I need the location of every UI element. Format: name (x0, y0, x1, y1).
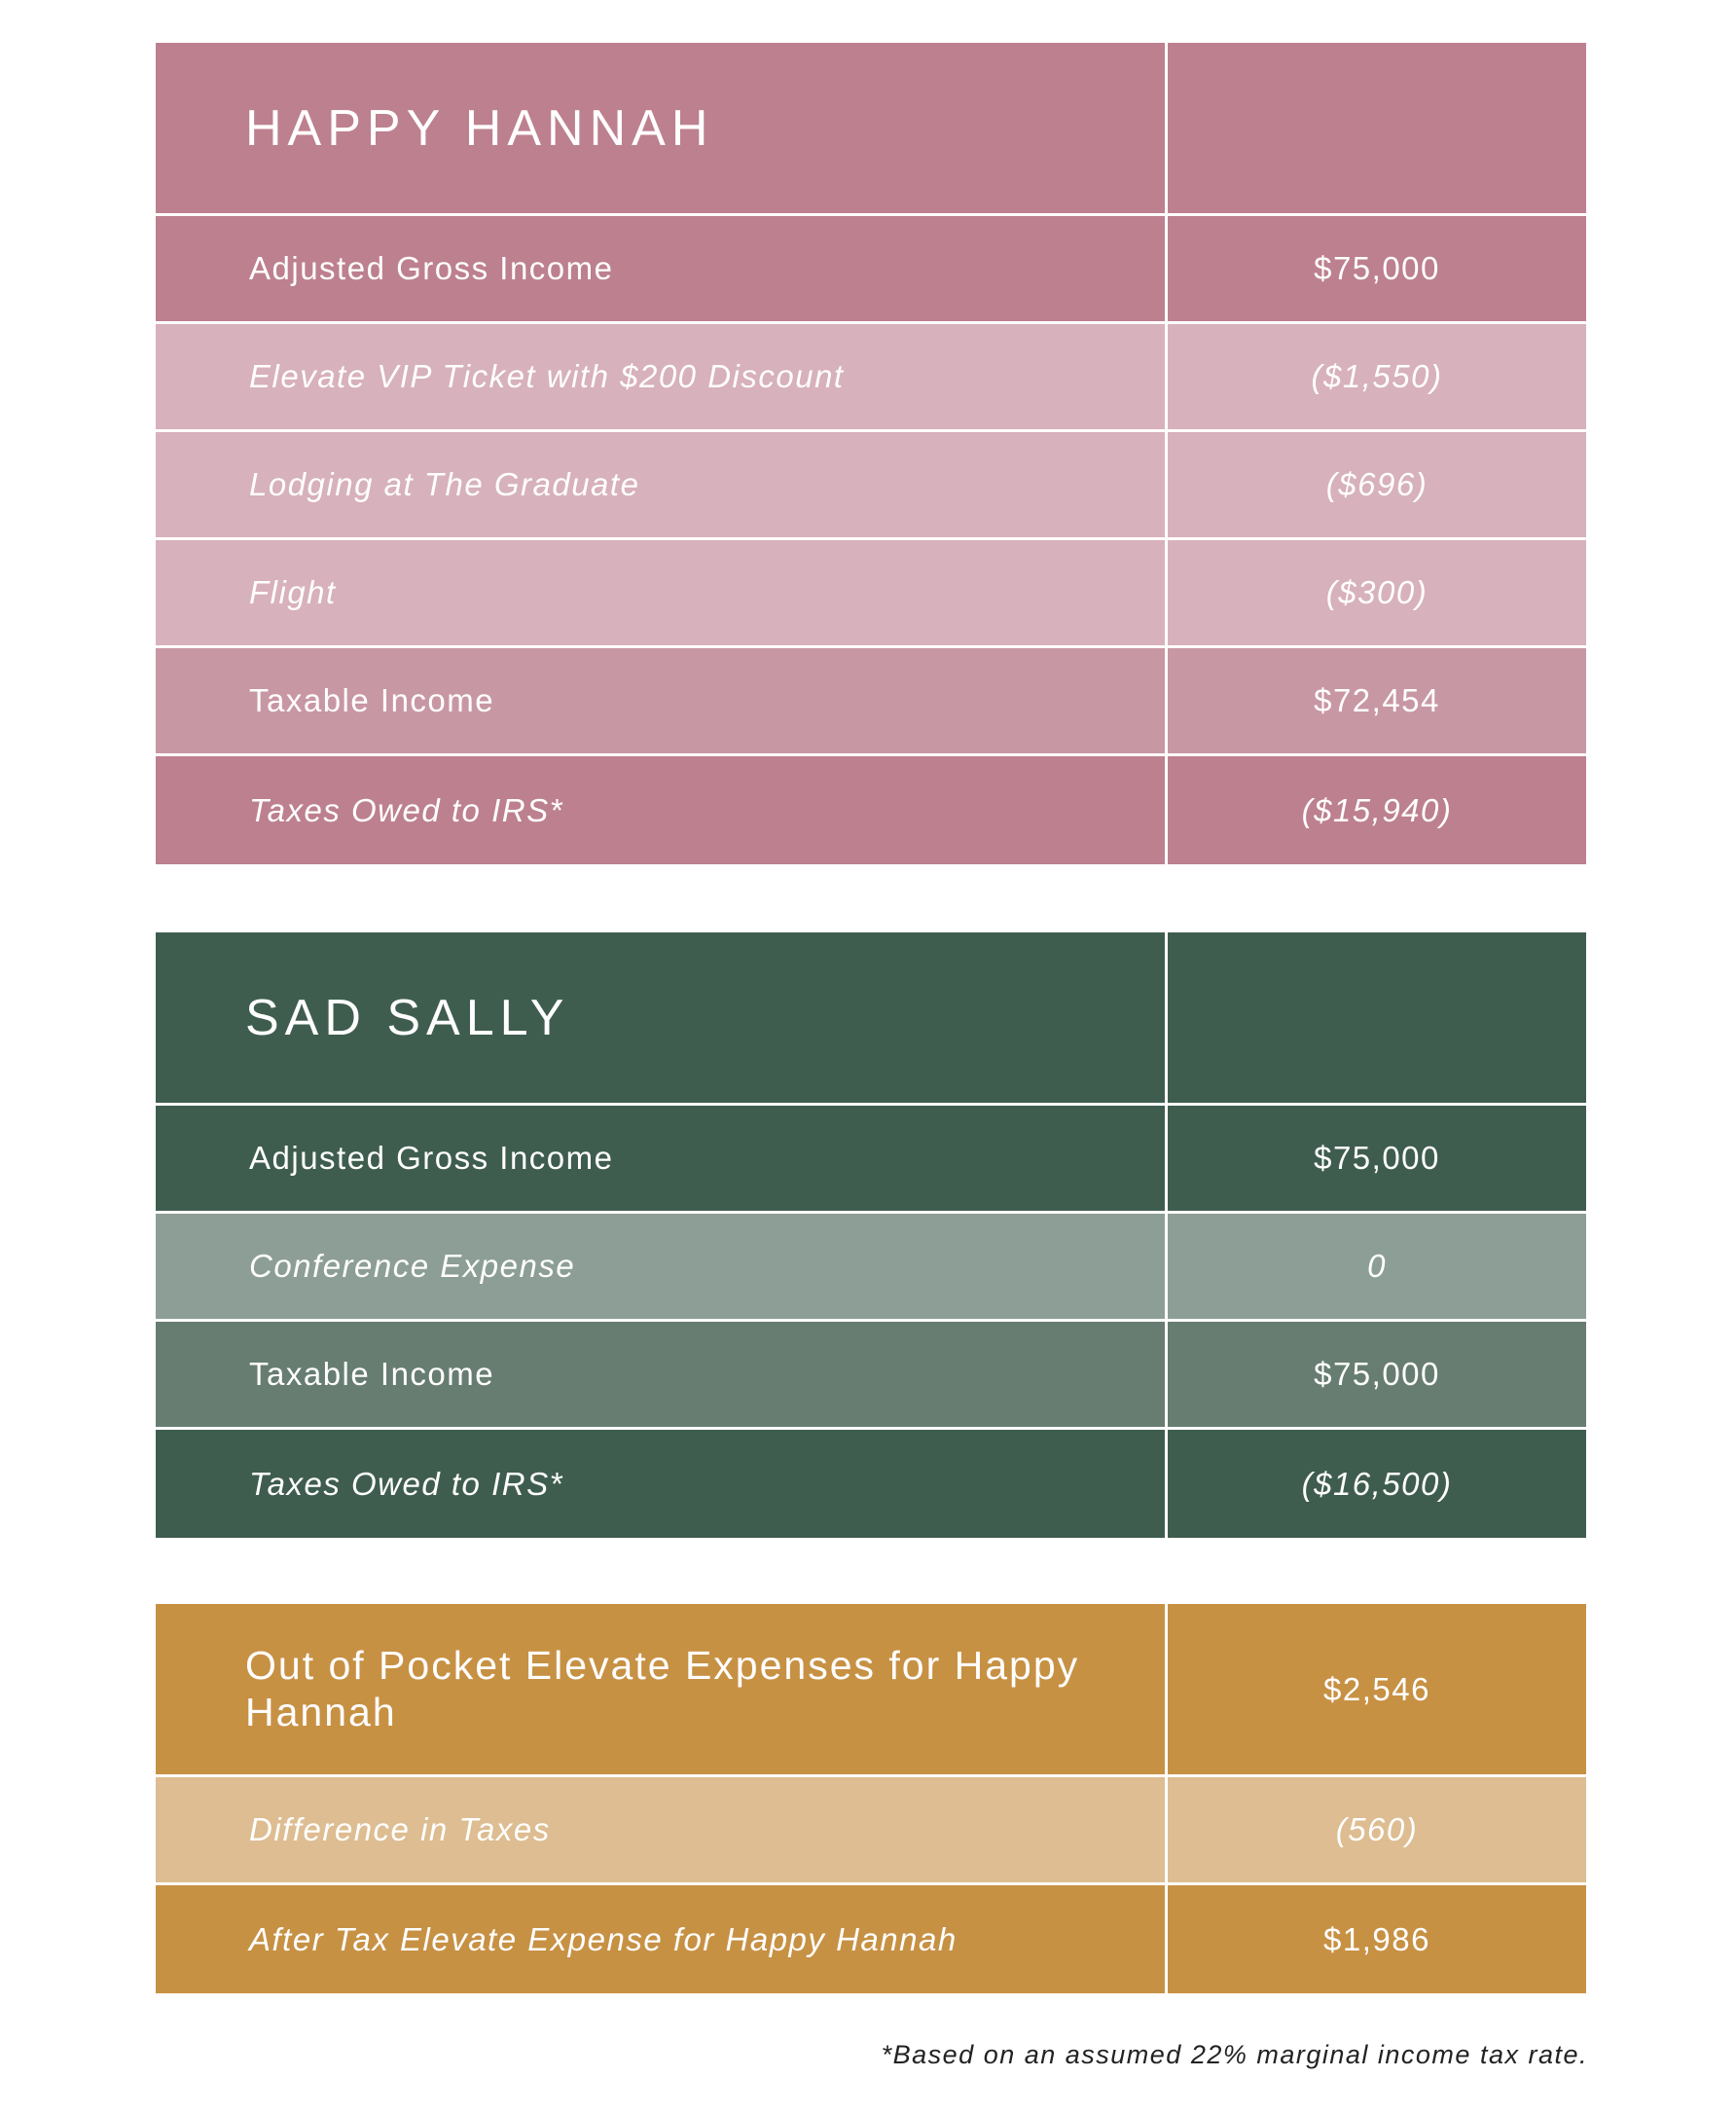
table-row-value: $1,986 (1168, 1885, 1586, 1993)
summary-table (156, 1604, 1586, 1993)
table-row-label: Taxes Owed to IRS* (156, 1430, 1168, 1538)
table-row-label: Conference Expense (156, 1214, 1168, 1322)
table-row-value: $75,000 (1168, 1322, 1586, 1430)
happy-hannah-table (156, 43, 1586, 864)
table-row-value: (560) (1168, 1777, 1586, 1885)
table-row-value: $75,000 (1168, 216, 1586, 324)
table-row-value: $72,454 (1168, 648, 1586, 756)
summary-title: Out of Pocket Elevate Expenses for Happy Hannah (156, 1604, 1168, 1777)
table-row-value: 0 (1168, 1214, 1586, 1322)
table-row-label: Taxes Owed to IRS* (156, 756, 1168, 864)
table-row-label: After Tax Elevate Expense for Happy Hannah (156, 1885, 1168, 1993)
table-row-label: Lodging at The Graduate (156, 432, 1168, 540)
sad-sally-title-value (1168, 932, 1586, 1106)
table-row-label: Taxable Income (156, 648, 1168, 756)
table-row-value: ($300) (1168, 540, 1586, 648)
table-row-value: ($15,940) (1168, 756, 1586, 864)
table-row-value: ($16,500) (1168, 1430, 1586, 1538)
summary-title-value: $2,546 (1168, 1604, 1586, 1777)
table-row-label: Adjusted Gross Income (156, 216, 1168, 324)
happy-hannah-title: HAPPY HANNAH (156, 43, 1168, 216)
sad-sally-title: SAD SALLY (156, 932, 1168, 1106)
table-row-label: Flight (156, 540, 1168, 648)
table-row-label: Adjusted Gross Income (156, 1106, 1168, 1214)
table-row-label: Elevate VIP Ticket with $200 Discount (156, 324, 1168, 432)
table-row-value: $75,000 (1168, 1106, 1586, 1214)
sad-sally-table (156, 932, 1586, 1538)
table-row-label: Difference in Taxes (156, 1777, 1168, 1885)
table-row-label: Taxable Income (156, 1322, 1168, 1430)
happy-hannah-title-value (1168, 43, 1586, 216)
table-row-value: ($1,550) (1168, 324, 1586, 432)
table-row-value: ($696) (1168, 432, 1586, 540)
footnote: *Based on an assumed 22% marginal income tax rate. (881, 2040, 1588, 2069)
